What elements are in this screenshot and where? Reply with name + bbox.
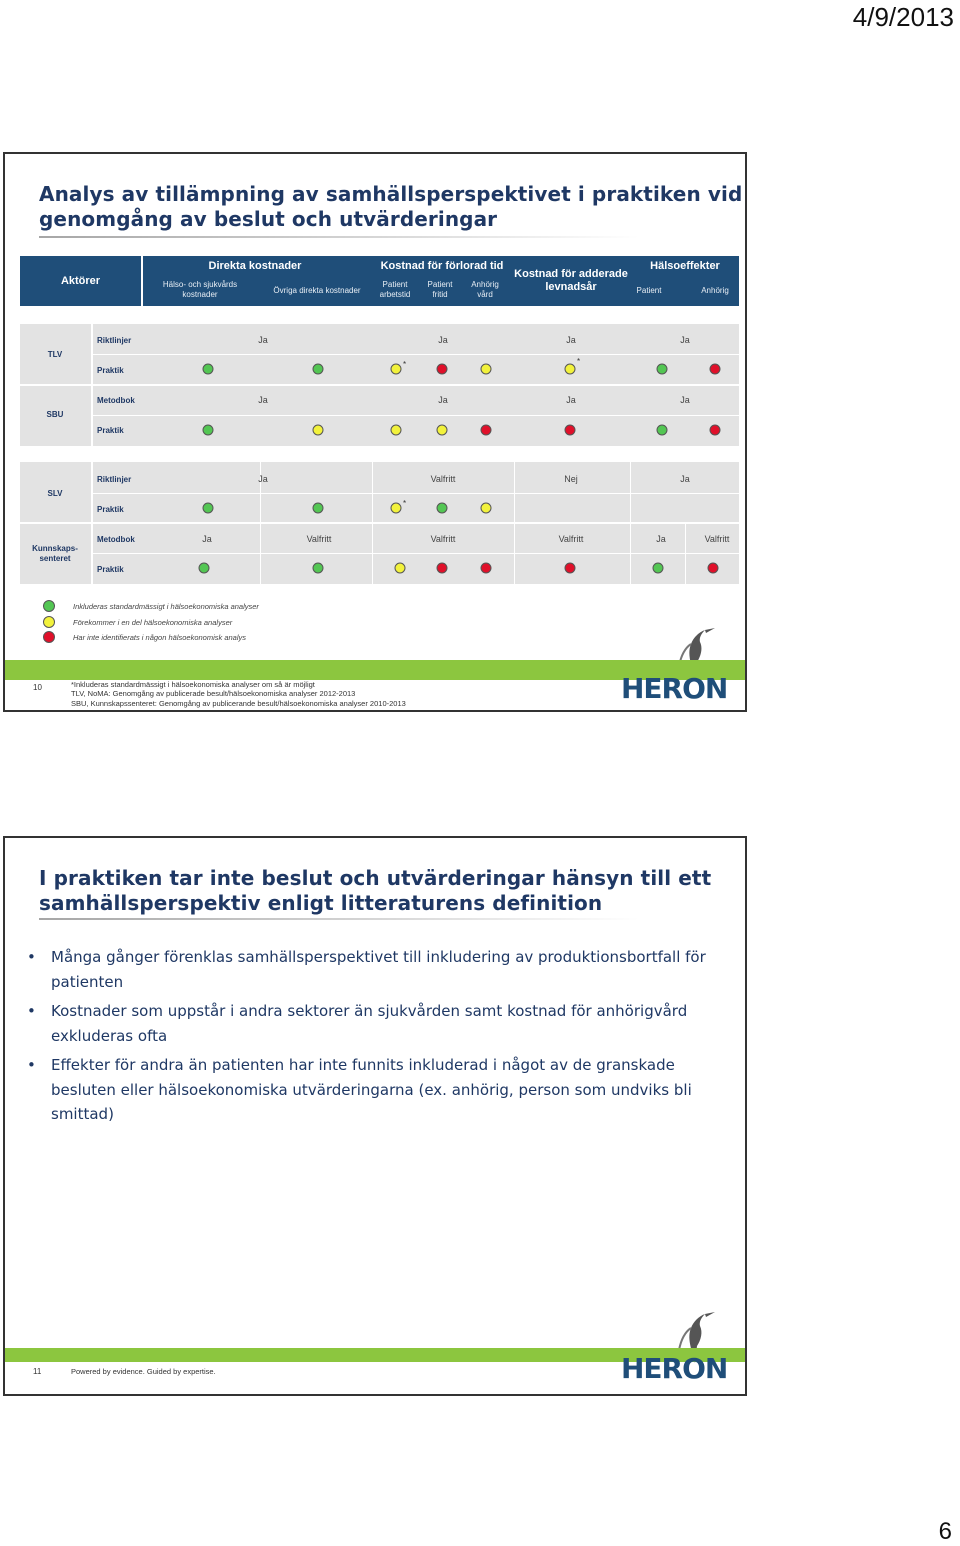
legend-text: Har inte identifierats i någon hälsoekonomisk analys — [73, 633, 247, 642]
slide-title-line1: Analys av tillämpning av samhällsperspektivet i praktiken vid — [39, 182, 743, 206]
header-health-effects: Hälsoeffekter — [650, 260, 720, 272]
slide-title-line2: genomgång av beslut och utvärderingar — [39, 207, 498, 231]
legend-dot-yellow — [43, 616, 55, 628]
header-added-life: Kostnad för adderade levnadsår — [514, 268, 628, 293]
slide-number: 10 — [33, 683, 42, 692]
header-patient: Patient — [636, 286, 662, 295]
status-dot-green — [313, 364, 324, 375]
org-line: senteret — [39, 554, 71, 563]
status-dot-yellow — [391, 364, 402, 375]
bullet-item — [27, 945, 717, 995]
cell-value: Ja — [258, 335, 268, 345]
footnote: SBU, Kunnskapssenteret: Genomgång av publicerande besult/hälsoekonomiska analyser 2010-2013 — [71, 699, 406, 708]
status-dot-red — [565, 425, 576, 436]
header-other-direct: Övriga direkta kostnader — [273, 286, 361, 295]
status-dot-green — [657, 425, 668, 436]
status-dot-yellow — [481, 364, 492, 375]
status-dot-green — [203, 425, 214, 436]
bullet-mark: • — [27, 948, 36, 966]
header-direct-costs: Direkta kostnader — [208, 260, 302, 272]
status-dot-red — [708, 563, 719, 574]
cell-value: Valfritt — [430, 534, 456, 544]
org-kunnskapssenteret — [20, 544, 90, 564]
legend-text: Inkluderas standardmässigt i hälsoekonomiska analyser — [73, 602, 259, 611]
title-underline — [39, 918, 639, 920]
status-dot-yellow — [391, 503, 402, 514]
status-dot-green — [437, 503, 448, 514]
asterisk: * — [403, 499, 407, 508]
org-slv: SLV — [47, 489, 63, 498]
asterisk: * — [577, 357, 581, 366]
heron-logo: HERON — [621, 672, 728, 705]
bullet-text: smittad) — [51, 1105, 114, 1123]
cell-value: Nej — [564, 474, 578, 484]
asterisk: * — [403, 360, 407, 369]
status-dot-green — [199, 563, 210, 574]
status-dot-yellow — [437, 425, 448, 436]
status-dot-yellow — [391, 425, 402, 436]
bullet-text: Kostnader som uppstår i andra sektorer än sjukvården samt kostnad för anhörigvård — [51, 1002, 688, 1020]
legend-dot-green — [43, 600, 55, 612]
org-sbu: SBU — [46, 410, 64, 419]
legend-dot-red — [43, 631, 55, 643]
row-label-riktlinjer: Riktlinjer — [97, 336, 132, 345]
cell-value: Ja — [438, 335, 448, 345]
slide-title-line1: I praktiken tar inte beslut och utvärderingar hänsyn till ett — [39, 866, 712, 890]
page-number: 6 — [938, 1518, 952, 1545]
bullet-mark: • — [27, 1002, 36, 1020]
cell-value: Valfritt — [558, 534, 584, 544]
title-underline — [39, 236, 639, 238]
status-dot-green — [203, 364, 214, 375]
status-dot-green — [657, 364, 668, 375]
row-label-riktlinjer: Riktlinjer — [97, 475, 132, 484]
status-dot-yellow — [481, 503, 492, 514]
header-relative-care: Anhörig vård — [471, 280, 499, 299]
row-label-praktik: Praktik — [97, 426, 124, 435]
status-dot-red — [481, 563, 492, 574]
bullet-mark: • — [27, 1056, 36, 1074]
cell-value: Ja — [566, 395, 576, 405]
status-dot-red — [710, 425, 721, 436]
status-dot-green — [653, 563, 664, 574]
row-label-praktik: Praktik — [97, 366, 124, 375]
cell-value: Valfritt — [306, 534, 332, 544]
cell-value: Ja — [680, 395, 690, 405]
status-dot-red — [481, 425, 492, 436]
cell-value: Ja — [566, 335, 576, 345]
cell-value: Ja — [680, 474, 690, 484]
header-health-costs: Hälso- och sjukvårds kostnader — [162, 280, 238, 299]
bullet-item — [27, 999, 717, 1049]
status-dot-green — [313, 563, 324, 574]
header-patient-work: Patient arbetstid — [379, 280, 411, 299]
row-label-metodbok: Metodbok — [97, 535, 135, 544]
legend-text: Förekommer i en del hälsoekonomiska analyser — [73, 618, 233, 627]
status-dot-yellow — [565, 364, 576, 375]
status-dot-green — [313, 503, 324, 514]
header-patient-free: Patient fritid — [427, 280, 453, 299]
status-dot-yellow — [395, 563, 406, 574]
status-dot-yellow — [313, 425, 324, 436]
header-relative: Anhörig — [701, 286, 729, 295]
footnote: *Inkluderas standardmässigt i hälsoekonomiska analyser om så är möjligt — [71, 680, 315, 689]
cell-value: Valfritt — [704, 534, 730, 544]
status-dot-red — [710, 364, 721, 375]
cell-value: Ja — [258, 474, 268, 484]
row-label-metodbok: Metodbok — [97, 396, 135, 405]
cell-value: Valfritt — [430, 474, 456, 484]
bullet-text: patienten — [51, 972, 124, 991]
header-lost-time: Kostnad för förlorad tid — [380, 260, 504, 272]
slide-title-line2: samhällsperspektiv enligt litteraturens definition — [39, 891, 603, 915]
cell-value: Ja — [438, 395, 448, 405]
footnote: TLV, NoMA: Genomgång av publicerade besult/hälsoekonomiska analyser 2012-2013 — [71, 689, 356, 698]
cell-value: Ja — [680, 335, 690, 345]
date-header: 4/9/2013 — [852, 2, 954, 32]
slide-11 — [3, 836, 747, 1396]
row-label-praktik: Praktik — [97, 505, 124, 514]
status-dot-red — [565, 563, 576, 574]
heron-logo: HERON — [621, 1352, 728, 1385]
bullet-text: Effekter för andra än patienten har inte funnits inkluderad i något av de granskade — [51, 1056, 675, 1074]
cell-value: Ja — [258, 395, 268, 405]
bullet-item — [27, 1053, 717, 1128]
row-label-praktik: Praktik — [97, 565, 124, 574]
status-dot-green — [203, 503, 214, 514]
org-line: Kunnskaps- — [32, 544, 78, 553]
slide-number: 11 — [33, 1367, 42, 1376]
bullet-text: besluten eller hälsoekonomiska utvärderingarna (ex. anhörig, person som undviks bli — [51, 1080, 692, 1099]
cell-value: Ja — [656, 534, 666, 544]
footer-tagline: Powered by evidence. Guided by expertise. — [71, 1367, 216, 1376]
org-tlv: TLV — [47, 350, 63, 359]
status-dot-red — [437, 563, 448, 574]
slide-10 — [3, 152, 747, 712]
bullet-text: exkluderas ofta — [51, 1026, 168, 1045]
status-dot-red — [437, 364, 448, 375]
bullet-text: Många gånger förenklas samhällsperspektivet till inkludering av produktionsbortfall för — [51, 948, 706, 966]
cell-value: Ja — [202, 534, 212, 544]
header-actors: Aktörer — [20, 256, 141, 306]
